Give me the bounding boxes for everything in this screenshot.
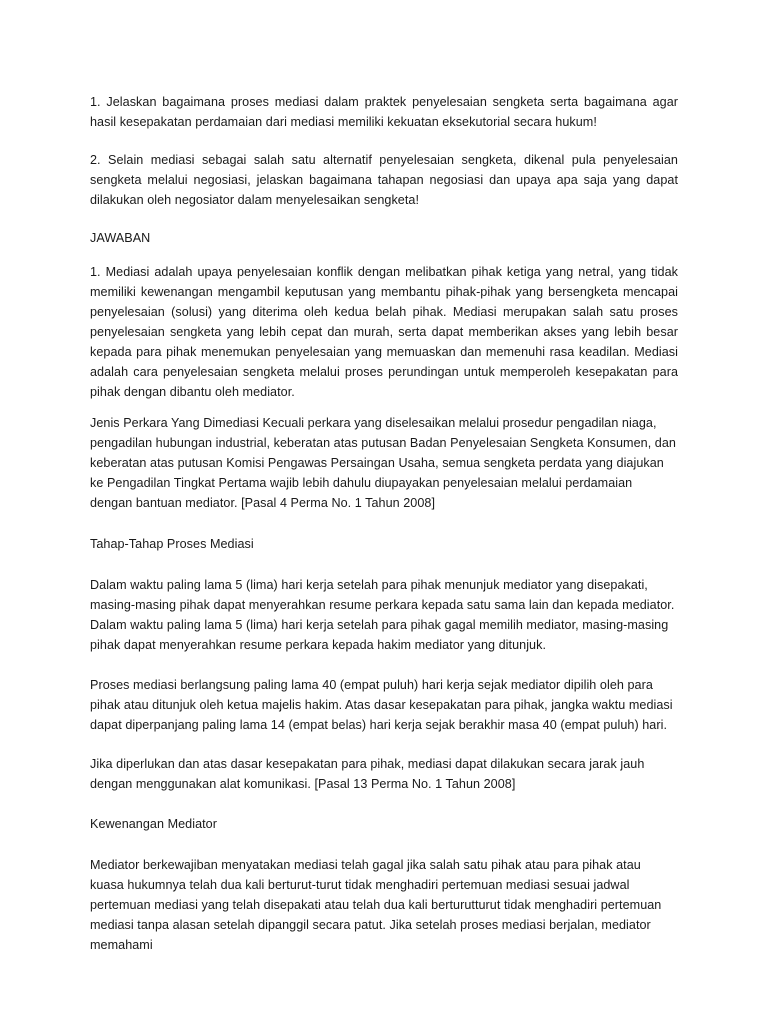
answer-heading: JAWABAN bbox=[90, 231, 151, 245]
tahap-heading: Tahap-Tahap Proses Mediasi bbox=[90, 537, 254, 551]
document-page bbox=[90, 92, 678, 955]
tahap-paragraph: Dalam waktu paling lama 5 (lima) hari kerja setelah para pihak menunjuk mediator yang disepakati, masing-masing pihak dapat menyerahkan resume perkara kepada satu sama lain dan kepada mediator. Dalam waktu paling lama 5 (lima) hari kerja setelah para pihak gagal memilih mediator, masing-masing pihak dapat menyerahkan resume perkara kepada hakim mediator yang ditunjuk. bbox=[90, 578, 675, 652]
answer-1-paragraph: 1. Mediasi adalah upaya penyelesaian konflik dengan melibatkan pihak ketiga yang netral, yang tidak memiliki kewenangan mengambil keputusan yang membantu pihak-pihak yang bersengketa mencapai penyelesaian (solusi) yang diterima oleh kedua belah pihak. Mediasi merupakan salah satu proses penyelesaian sengketa yang lebih cepat dan murah, serta dapat memberikan akses yang lebih besar kepada para pihak menemukan penyelesaian yang memuaskan dan memenuhi rasa keadilan. Mediasi adalah cara penyelesaian sengketa melalui proses perundingan untuk memperoleh kesepakatan para pihak dengan dibantu oleh mediator. bbox=[90, 265, 678, 399]
proses-mediasi-paragraph: Proses mediasi berlangsung paling lama 40 (empat puluh) hari kerja sejak mediator dipilih oleh para pihak atau ditunjuk oleh ketua majelis hakim. Atas dasar kesepakatan para pihak, jangka waktu mediasi dapat diperpanjang paling lama 14 (empat belas) hari kerja sejak berakhir masa 40 (empat puluh) hari. bbox=[90, 678, 673, 732]
question-2: 2. Selain mediasi sebagai salah satu alternatif penyelesaian sengketa, dikenal pula penyelesaian sengketa melalui negosiasi, jelaskan bagaimana tahapan negosiasi dan upaya apa saja yang dapat dilakukan oleh negosiator dalam menyelesaikan sengketa! bbox=[90, 153, 678, 207]
mediator-paragraph: Mediator berkewajiban menyatakan mediasi telah gagal jika salah satu pihak atau para pihak atau kuasa hukumnya telah dua kali berturut-turut tidak menghadiri pertemuan mediasi sesuai jadwal pertemuan mediasi yang telah disepakati atau telah dua kali berturutturut tidak menghadiri pertemuan mediasi tanpa alasan setelah dipanggil secara patut. Jika setelah proses mediasi berjalan, mediator memahami bbox=[90, 858, 662, 952]
jarak-jauh-paragraph: Jika diperlukan dan atas dasar kesepakatan para pihak, mediasi dapat dilakukan secara jarak jauh dengan menggunakan alat komunikasi. [Pasal 13 Perma No. 1 Tahun 2008] bbox=[90, 757, 645, 791]
question-1: 1. Jelaskan bagaimana proses mediasi dalam praktek penyelesaian sengketa serta bagaimana agar hasil kesepakatan perdamaian dari mediasi memiliki kekuatan eksekutorial secara hukum! bbox=[90, 95, 678, 129]
kewenangan-heading: Kewenangan Mediator bbox=[90, 817, 217, 831]
jenis-perkara-paragraph: Jenis Perkara Yang Dimediasi Kecuali perkara yang diselesaikan melalui prosedur pengadilan niaga, pengadilan hubungan industrial, keberatan atas putusan Badan Penyelesaian Sengketa Konsumen, dan keberatan atas putusan Komisi Pengawas Persaingan Usaha, semua sengketa perdata yang diajukan ke Pengadilan Tingkat Pertama wajib lebih dahulu diupayakan penyelesaian melalui perdamaian dengan bantuan mediator. [Pasal 4 Perma No. 1 Tahun 2008] bbox=[90, 416, 676, 510]
